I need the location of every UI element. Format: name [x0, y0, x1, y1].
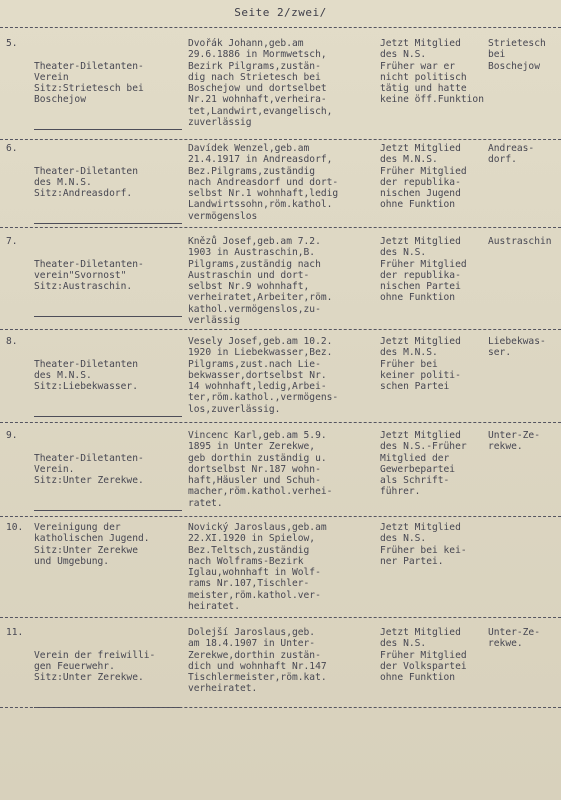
entry-number: 9. [6, 430, 18, 441]
row-divider [0, 422, 561, 423]
organization-text: Theater-Diletanten- verein"Svornost" Sitz:Austraschin. [34, 258, 144, 293]
entry-number: 8. [6, 336, 18, 347]
row-divider [0, 139, 561, 140]
status-cell: Jetzt Mitglied des M.N.S. Früher Mitglied der republika- nischen Jugend ohne Funktion [380, 143, 467, 211]
underline [34, 129, 182, 130]
location-cell: Unter-Ze- rekwe. [488, 430, 540, 453]
row-divider [0, 227, 561, 228]
organization-cell [34, 627, 184, 731]
entry-number: 6. [6, 143, 18, 154]
person-cell: Davídek Wenzel,geb.am 21.4.1917 in Andreasdorf, Bez.Pilgrams,zuständig nach Andreasdorf und dort- selbst Nr.1 wohnhaft,ledig Landwirtssohn,röm.kathol. vermögenslos [188, 143, 339, 222]
entry-number: 10. [6, 522, 24, 533]
organization-text: Theater-Diletanten- Verein. Sitz:Unter Zerekwe. [34, 452, 144, 487]
organization-cell [34, 38, 184, 153]
organization-text: Theater-Diletanten des M.N.S. Sitz:Andreasdorf. [34, 165, 138, 200]
location-cell: Unter-Ze- rekwe. [488, 627, 540, 650]
status-cell: Jetzt Mitglied des N.S.-Früher Mitglied der Gewerbepartei als Schrift- führer. [380, 430, 467, 498]
organization-cell [34, 430, 184, 534]
entry-number: 11. [6, 627, 24, 638]
page-title: Seite 2/zwei/ [234, 6, 327, 19]
person-cell: Knězů Josef,geb.am 7.2. 1903 in Austraschin,B. Pilgrams,zuständig nach Austraschin und dort- selbst Nr.9 wohnhaft, verheiratet,Arbeiter,röm. kathol.vermögenslos,zu- verlässig [188, 236, 333, 327]
row-divider [0, 329, 561, 330]
person-cell: Vincenc Karl,geb.am 5.9. 1895 in Unter Zerekwe, geb dorthin zuständig u. dortselbst Nr.187 wohn- haft,Häusler und Schuh- macher,röm.kathol.verhei- ratet. [188, 430, 333, 509]
underline [34, 510, 182, 511]
organization-cell: Vereinigung der katholischen Jugend. Sitz:Unter Zerekwe und Umgebung. [34, 522, 150, 567]
person-cell: Vesely Josef,geb.am 10.2. 1920 in Liebekwasser,Bez. Pilgrams,zust.nach Lie- bekwasser,dortselbst Nr. 14 wohnhaft,ledig,Arbei- ter,röm.kathol.,vermögens- los,zuverlässig. [188, 336, 339, 415]
person-cell: Novický Jaroslaus,geb.am 22.XI.1920 in Spielow, Bez.Teltsch,zuständig nach Wolframs-Bezirk Iglau,wohnhaft in Wolf- rams Nr.107,Tischler- meister,röm.kathol.ver- heiratet. [188, 522, 327, 613]
organization-cell [34, 143, 184, 247]
organization-cell [34, 236, 184, 340]
underline [34, 316, 182, 317]
person-cell: Dolejší Jaroslaus,geb. am 18.4.1907 in Unter- Zerekwe,dorthin zustän- dich und wohnhaft Nr.147 Tischlermeister,röm.kat. verheiratet. [188, 627, 327, 695]
organization-text: Theater-Diletanten- Verein Sitz:Strietesch bei Boschejow [34, 60, 144, 106]
location-cell: Strietesch bei Boschejow [488, 38, 546, 72]
status-cell: Jetzt Mitglied des N.S. Früher Mitglied der republika- nischen Partei ohne Funktion [380, 236, 467, 304]
status-cell: Jetzt Mitglied des N.S. Früher Mitglied der Volkspartei ohne Funktion [380, 627, 467, 684]
status-cell: Jetzt Mitglied des M.N.S. Früher bei keiner politi- schen Partei [380, 336, 461, 393]
row-divider [0, 516, 561, 517]
status-cell: Jetzt Mitglied des N.S. Früher bei kei- ner Partei. [380, 522, 467, 567]
organization-cell [34, 336, 184, 440]
location-cell: Liebekwas- ser. [488, 336, 546, 359]
status-cell: Jetzt Mitglied des N.S. Früher war er nicht politisch tätig und hatte keine öff.Funktion [380, 38, 484, 106]
entry-number: 7. [6, 236, 18, 247]
organization-text: Verein der freiwilli- gen Feuerwehr. Sitz:Unter Zerekwe. [34, 649, 156, 684]
row-divider [0, 27, 561, 28]
underline [34, 416, 182, 417]
location-cell: Austraschin [488, 236, 552, 247]
underline [34, 223, 182, 224]
person-cell: Dvořák Johann,geb.am 29.6.1886 in Mormwetsch, Bezirk Pilgrams,zustän- dig nach Strietesch bei Boschejow und dortselbet Nr.21 wohnhaft,verheira- tet,Landwirt,evangelisch, zuverlässig [188, 38, 333, 129]
location-cell: Andreas- dorf. [488, 143, 535, 166]
row-divider [0, 617, 561, 618]
entry-number: 5. [6, 38, 18, 49]
row-divider [0, 707, 561, 708]
organization-text: Theater-Diletanten des M.N.S. Sitz:Liebekwasser. [34, 358, 138, 393]
